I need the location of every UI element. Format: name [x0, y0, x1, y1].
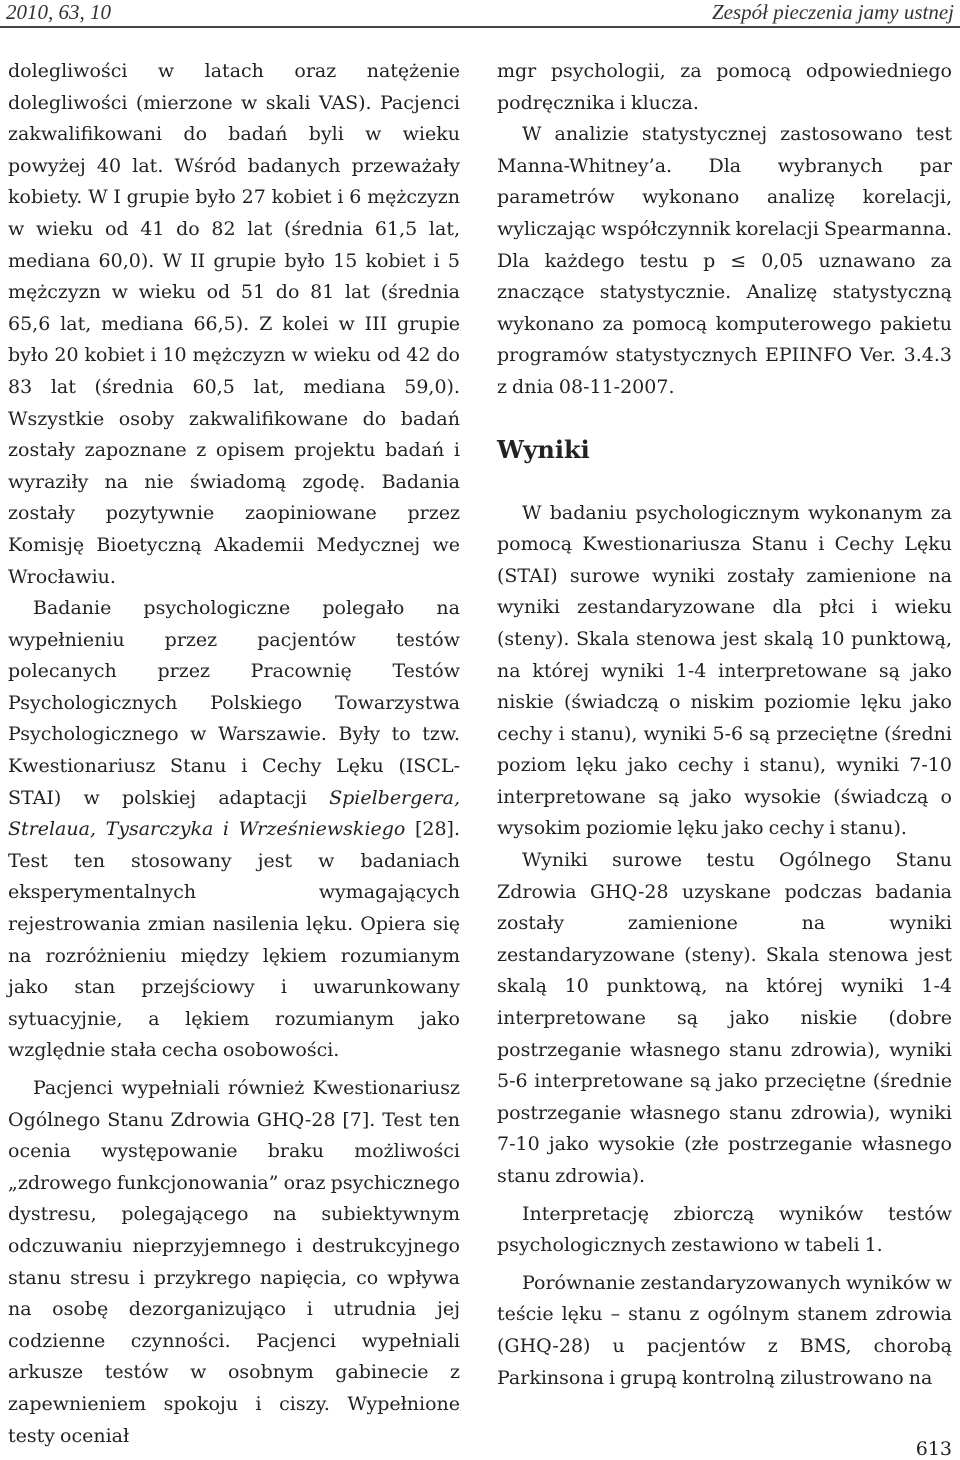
- page-number: 613: [915, 1438, 952, 1460]
- paragraph-table-ref: Interpretację zbiorczą wyników testów psychologicznych zestawiono w tabeli 1.: [497, 1202, 952, 1257]
- authors-italic: Spielbergera, Strelaua, Tysarczyka i Wrześniewskiego: [8, 786, 460, 841]
- header-divider: [0, 26, 960, 28]
- paragraph-ghq: Pacjenci wypełniali również Kwestionariusz Ogólnego Stanu Zdrowia GHQ-28 [7]. Test ten ocenia występowanie braku możliwości „zdrowego funkcjonowania” oraz psychicznego dystresu, polegającego na subiektywnym odczuwaniu nieprzyjemnego i destrukcyjnego stanu stresu i przykrego napięcia, co wpływa na osobę dezorganizująco i utrudnia jej codzienne czynności. Pacjenci wypełniali arkusze testów w osobnym gabinecie z zapewnieniem spokoju i ciszy. Wypełnione testy oceniał: [8, 1077, 460, 1447]
- right-column: [497, 56, 952, 1394]
- paragraph-statistics: W analizie statystycznej zastosowano test Manna-Whitney’a. Dla wybranych par parametrów wykonano analizę korelacji, wyliczając współczynnik korelacji Spearmanna. Dla każdego testu p ≤ 0,05 uznawano za znaczące statystycznie. Analizę statystyczną wykonano za pomocą komputerowego pakietu programów statystycznych EPIINFO Ver. 3.4.3 z dnia 08-11-2007.: [497, 123, 952, 398]
- paragraph-stai-results: W badaniu psychologicznym wykonanym za pomocą Kwestionariusza Stanu i Cechy Lęku (STAI) surowe wyniki zostały zamienione na wyniki zestandaryzowane dla płci i wieku (steny). Skala stenowa jest skalą 10 punktową, na której wyniki 1-4 interpretowane są jako niskie (świadczą o niskim poziomie lęku jako cechy i stanu), wyniki 5-6 są przeciętne (średni poziom lęku jako cechy i stanu), wyniki 7-10 interpretowane są jako wysokie (świadczą o wysokim poziomie lęku jako cechy i stanu).: [497, 501, 952, 840]
- paragraph-continuation: mgr psychologii, za pomocą odpowiedniego podręcznika i klucza.: [497, 60, 952, 114]
- paragraph-psych-tests: [8, 593, 460, 1067]
- section-heading-results: Wyniki: [497, 434, 590, 464]
- text-span: [28]. Test ten stosowany jest w badaniach eksperymentalnych wymagających rejestrowania zmian nasilenia lęku. Opiera się na rozróżnieniu między lękiem rozumianym jako stan przejściowy i uwarunkowany sytuacyjnie, a lękiem rozumianym jako względnie stała cecha osobowości.: [8, 818, 460, 1062]
- running-header: [0, 0, 960, 26]
- paragraph-patients: dolegliwości w latach oraz natężenie dolegliwości (mierzone w skali VAS). Pacjenci zakwalifikowani do badań byli w wieku powyżej 40 lat. Wśród badanych przeważały kobiety. W I grupie było 27 kobiet i 6 mężczyzn w wieku od 41 do 82 lat (średnia 61,5 lat, mediana 60,0). W II grupie było 15 kobiet i 5 mężczyzn w wieku od 51 do 81 lat (średnia 65,6 lat, mediana 66,5). Z kolei w III grupie było 20 kobiet i 10 mężczyzn w wieku od 42 do 83 lat (średnia 60,5 lat, mediana 59,0). Wszystkie osoby zakwalifikowane do badań zostały zapoznane z opisem projektu badań i wyraziły na nie świadomą zgodę. Badania zostały pozytywnie zaopiniowane przez Komisję Bioetyczną Akademii Medycznej we Wrocławiu.: [8, 60, 460, 588]
- left-column: [8, 56, 460, 1452]
- journal-citation: 2010, 63, 10: [6, 0, 111, 24]
- paragraph-ghq-results: Wyniki surowe testu Ogólnego Stanu Zdrowia GHQ-28 uzyskane podczas badania zostały zamienione na wyniki zestandaryzowane (steny). Skala stenowa jest skalą 10 punktową, na której wyniki 1-4 interpretowane są jako niskie (dobre postrzeganie własnego stanu zdrowia), wyniki 5-6 interpretowane są jako przeciętne (średnie postrzeganie własnego stanu zdrowia), wyniki 7-10 jako wysokie (złe postrzeganie własnego stanu zdrowia).: [497, 849, 952, 1187]
- article-short-title: Zespół pieczenia jamy ustnej: [711, 0, 954, 24]
- paragraph-comparison: Porównanie zestandaryzowanych wyników w teście lęku – stanu z ogólnym stanem zdrowia (GHQ-28) u pacjentów z BMS, chorobą Parkinsona i grupą kontrolną zilustrowano na: [497, 1271, 952, 1389]
- text-span: Badanie psychologiczne polegało na wypełnieniu przez pacjentów testów polecanych przez Pracownię Testów Psychologicznych Polskiego Towarzystwa Psychologicznego w Warszawie. Były to tzw. Kwestionariusz Stanu i Cechy Lęku (ISCL-STAI) w polskiej adaptacji: [8, 597, 460, 809]
